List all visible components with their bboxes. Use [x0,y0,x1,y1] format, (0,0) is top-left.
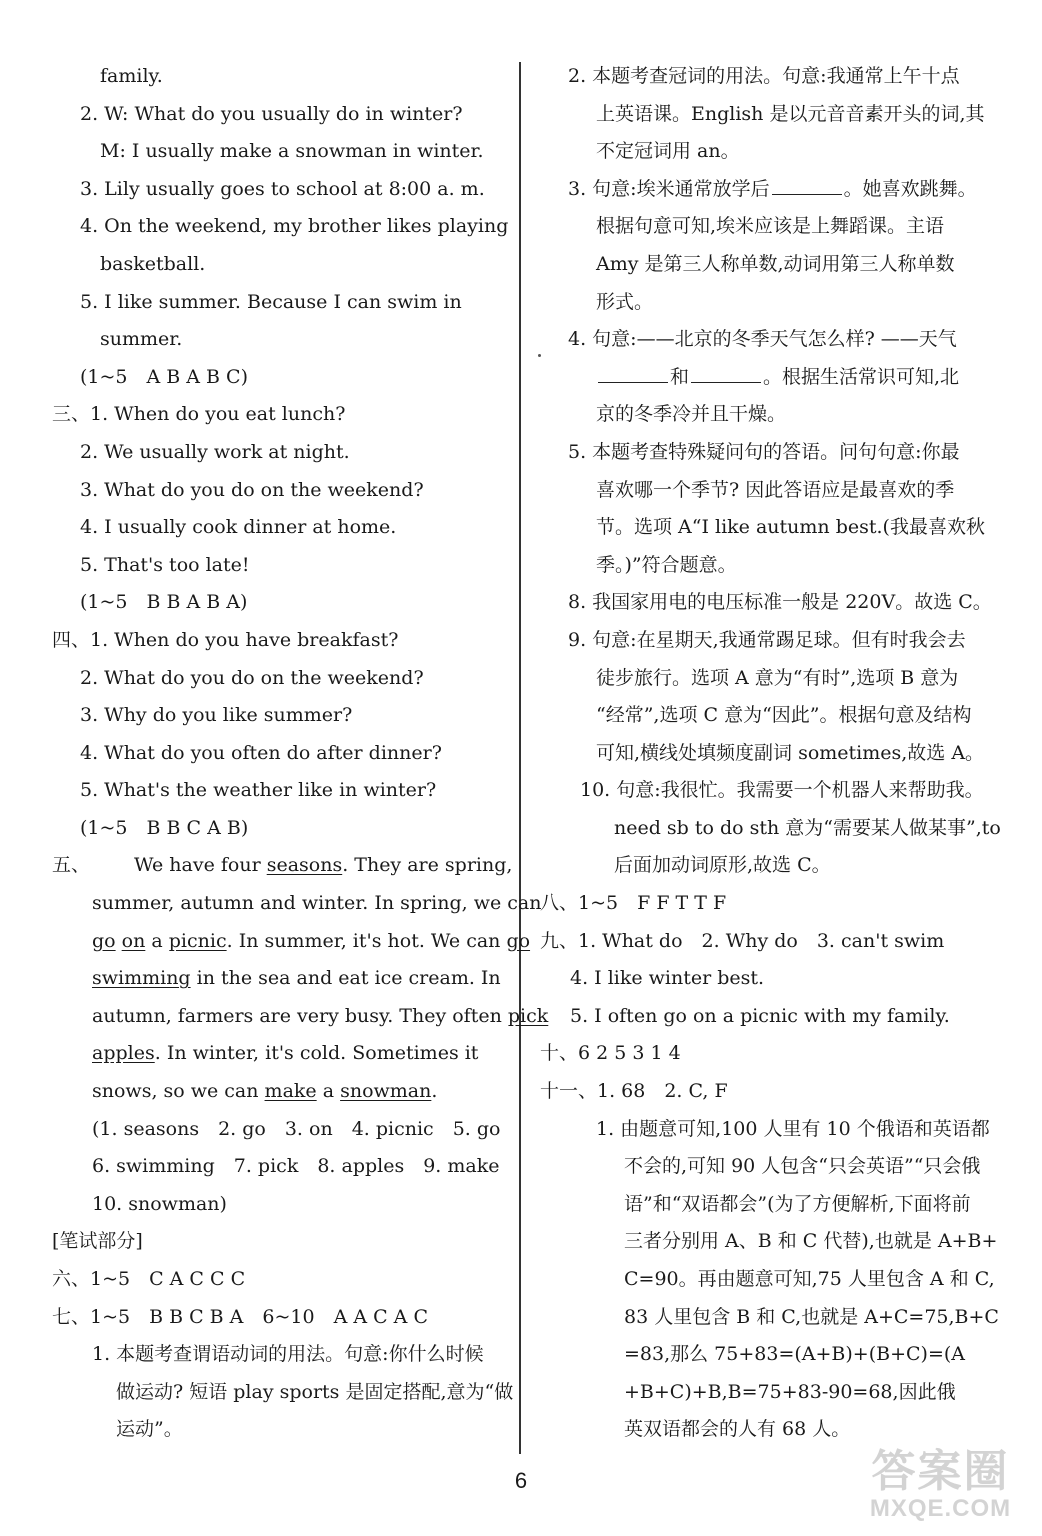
section-9-answer: 九、1. What do 2. Why do 3. can't swim [540,929,945,952]
underlined-word: on [121,929,146,952]
answer-line: (1. seasons 2. go 3. on 4. picnic 5. go [92,1117,501,1140]
section-4-item: 3. Why do you like summer? [80,704,353,727]
section-10-answer: 十、6 2 5 3 1 4 [540,1042,681,1065]
passage-text: . In winter, it's cold. Sometimes it [154,1042,479,1065]
underlined-word: seasons [266,854,343,877]
explanation-line: 京的冬季冷并且干燥。 [596,403,787,426]
watermark-text: 答案圈 [871,1447,1010,1496]
passage-text: . They are spring, [342,854,513,877]
explanation-line: 做运动? 短语 play sports 是固定搭配,意为“做 [116,1380,514,1403]
underlined-word: make [264,1080,317,1103]
answer-blank [772,176,842,195]
explanation-text: 3. 句意:埃米通常放学后 [568,177,770,200]
underlined-word: swimming [92,967,191,990]
text-line: basketball. [100,252,206,275]
explanation-line: 语”和“双语都会”(为了方便解析,下面将前 [624,1192,971,1215]
explanation-line: 1. 本题考查谓语动词的用法。句意:你什么时候 [92,1343,484,1366]
section-5-label: 五、 [52,854,91,877]
section-3-item: 三、1. When do you eat lunch? [52,403,346,426]
passage-text: snows, so we can [92,1080,265,1103]
section-4-item: 4. What do you often do after dinner? [80,741,442,764]
explanation-line: 5. 本题考查特殊疑问句的答语。问句句意:你最 [568,440,960,463]
section-3-item: 4. I usually cook dinner at home. [80,516,397,539]
section-6-answer: 六、1~5 C A C C C [52,1268,246,1290]
explanation-line: Amy 是第三人称单数,动词用第三人称单数 [596,252,955,275]
explanation-line: 4. 句意:——北京的冬季天气怎么样? ——天气 [568,328,957,351]
section-9-answer: 4. I like winter best. [570,967,765,990]
explanation-line: 上英语课。English 是以元音音素开头的词,其 [596,102,985,125]
explanation-line: 徒步旅行。选项 A 意为“有时”,选项 B 意为 [596,666,959,689]
text-line: summer. [100,328,183,351]
underlined-word: snowman [340,1080,432,1103]
passage-text: a [145,929,169,952]
explanation-line: 1. 由题意可知,100 人里有 10 个俄语和英语都 [596,1117,990,1140]
section-3-item: 5. That's too late! [80,553,250,576]
explanation-line: =83,那么 75+83=(A+B)+(B+C)=(A [624,1343,966,1366]
explanation-line: 形式。 [596,290,654,313]
section-4-item: 5. What's the weather like in winter? [80,779,437,802]
explanation-line: 8. 我国家用电的电压标准一般是 220V。故选 C。 [568,591,992,614]
passage-text: a [316,1080,341,1103]
answer-line: (1~5 B B C A B) [80,816,249,839]
explanation-line: 83 人里包含 B 和 C,也就是 A+C=75,B+C [624,1305,999,1328]
explanation-line: 2. 本题考查冠词的用法。句意:我通常上午十点 [568,65,960,87]
explanation-line: 节。选项 A“I like autumn best.(我最喜欢秋 [596,516,985,539]
passage-text: in the sea and eat ice cream. In [190,967,501,990]
answer-blank [691,364,761,383]
explanation-text: 。根据生活常识可知,北 [763,365,960,388]
right-column [540,58,1022,1449]
explanation-line [552,171,1022,209]
written-section-title: [笔试部分] [52,1230,143,1253]
section-4-item: 2. What do you do on the weekend? [80,666,424,689]
section-3-item: 3. What do you do on the weekend? [80,478,424,501]
explanation-line: 运动”。 [116,1418,183,1441]
underlined-word: picnic [168,929,227,952]
passage-text: . In summer, it's hot. We can [226,929,507,952]
left-column [52,58,549,1449]
answer-blank [598,364,668,383]
passage-text: We have four [134,854,267,877]
explanation-line: 英双语都会的人有 68 人。 [624,1418,851,1441]
passage-text: summer, autumn and winter. In spring, we can [92,892,542,915]
section-3-item: 2. We usually work at night. [80,440,350,463]
explanation-line: 9. 句意:在星期天,我通常踢足球。但有时我会去 [568,628,966,651]
explanation-text: 和 [670,365,690,388]
underlined-word: apples [92,1042,155,1065]
explanation-line: 后面加动词原形,故选 C。 [614,854,831,877]
explanation-line [552,359,1022,397]
explanation-line: 10. 句意:我很忙。我需要一个机器人来帮助我。 [580,779,984,802]
explanation-line: 喜欢哪一个季节? 因此答语应是最喜欢的季 [596,478,955,501]
underlined-word: go [92,929,116,952]
underlined-word: go [506,929,531,952]
answer-line: (1~5 A B A B C) [80,365,248,388]
text-line: family. [100,65,163,87]
page-number: 6 [514,1468,528,1493]
explanation-line: 不会的,可知 90 人包含“只会英语”“只会俄 [624,1155,981,1178]
explanation-line: “经常”,选项 C 意为“因此”。根据句意及结构 [596,704,972,727]
section-4-item: 四、1. When do you have breakfast? [52,628,399,651]
explanation-line: 可知,横线处填频度副词 sometimes,故选 A。 [596,741,985,764]
section-8-answer: 八、1~5 F F T T F [540,892,727,915]
section-9-answer: 5. I often go on a picnic with my family. [570,1004,950,1027]
explanation-line: 不定冠词用 an。 [596,140,740,163]
watermark-url: MXQE.COM [869,1495,1012,1522]
text-line: 3. Lily usually goes to school at 8:00 a. m. [80,177,485,200]
section-11-answer: 十一、1. 68 2. C, F [540,1080,728,1103]
explanation-line: 季。)”符合题意。 [596,553,737,576]
section-5-passage [52,847,549,1110]
text-line: M: I usually make a snowman in winter. [100,140,484,163]
passage-text: autumn, farmers are very busy. They often [92,1004,508,1027]
explanation-text: 。她喜欢跳舞。 [843,177,977,200]
watermark-logo [853,1448,1028,1530]
underlined-word: pick [507,1004,549,1027]
text-line: 2. W: What do you usually do in winter? [80,102,463,125]
answer-line: 10. snowman) [92,1192,227,1215]
stray-dot [538,354,541,357]
explanation-line: +B+C)+B,B=75+83-90=68,因此俄 [624,1380,956,1403]
text-line: 4. On the weekend, my brother likes playing [80,215,509,238]
section-7-answer: 七、1~5 B B C B A 6~10 A A C A C [52,1305,428,1328]
explanation-line: C=90。再由题意可知,75 人里包含 A 和 C, [624,1268,995,1290]
explanation-line: need sb to do sth 意为“需要某人做某事”,to [614,816,1001,839]
explanation-line: 三者分别用 A、B 和 C 代替),也就是 A+B+ [624,1230,998,1253]
text-line: 5. I like summer. Because I can swim in [80,290,462,313]
answer-line: (1~5 B B A B A) [80,591,248,614]
explanation-line: 根据句意可知,埃米应该是上舞蹈课。主语 [596,215,945,238]
passage-text: . [431,1080,438,1103]
answer-line: 6. swimming 7. pick 8. apples 9. make [92,1155,500,1178]
